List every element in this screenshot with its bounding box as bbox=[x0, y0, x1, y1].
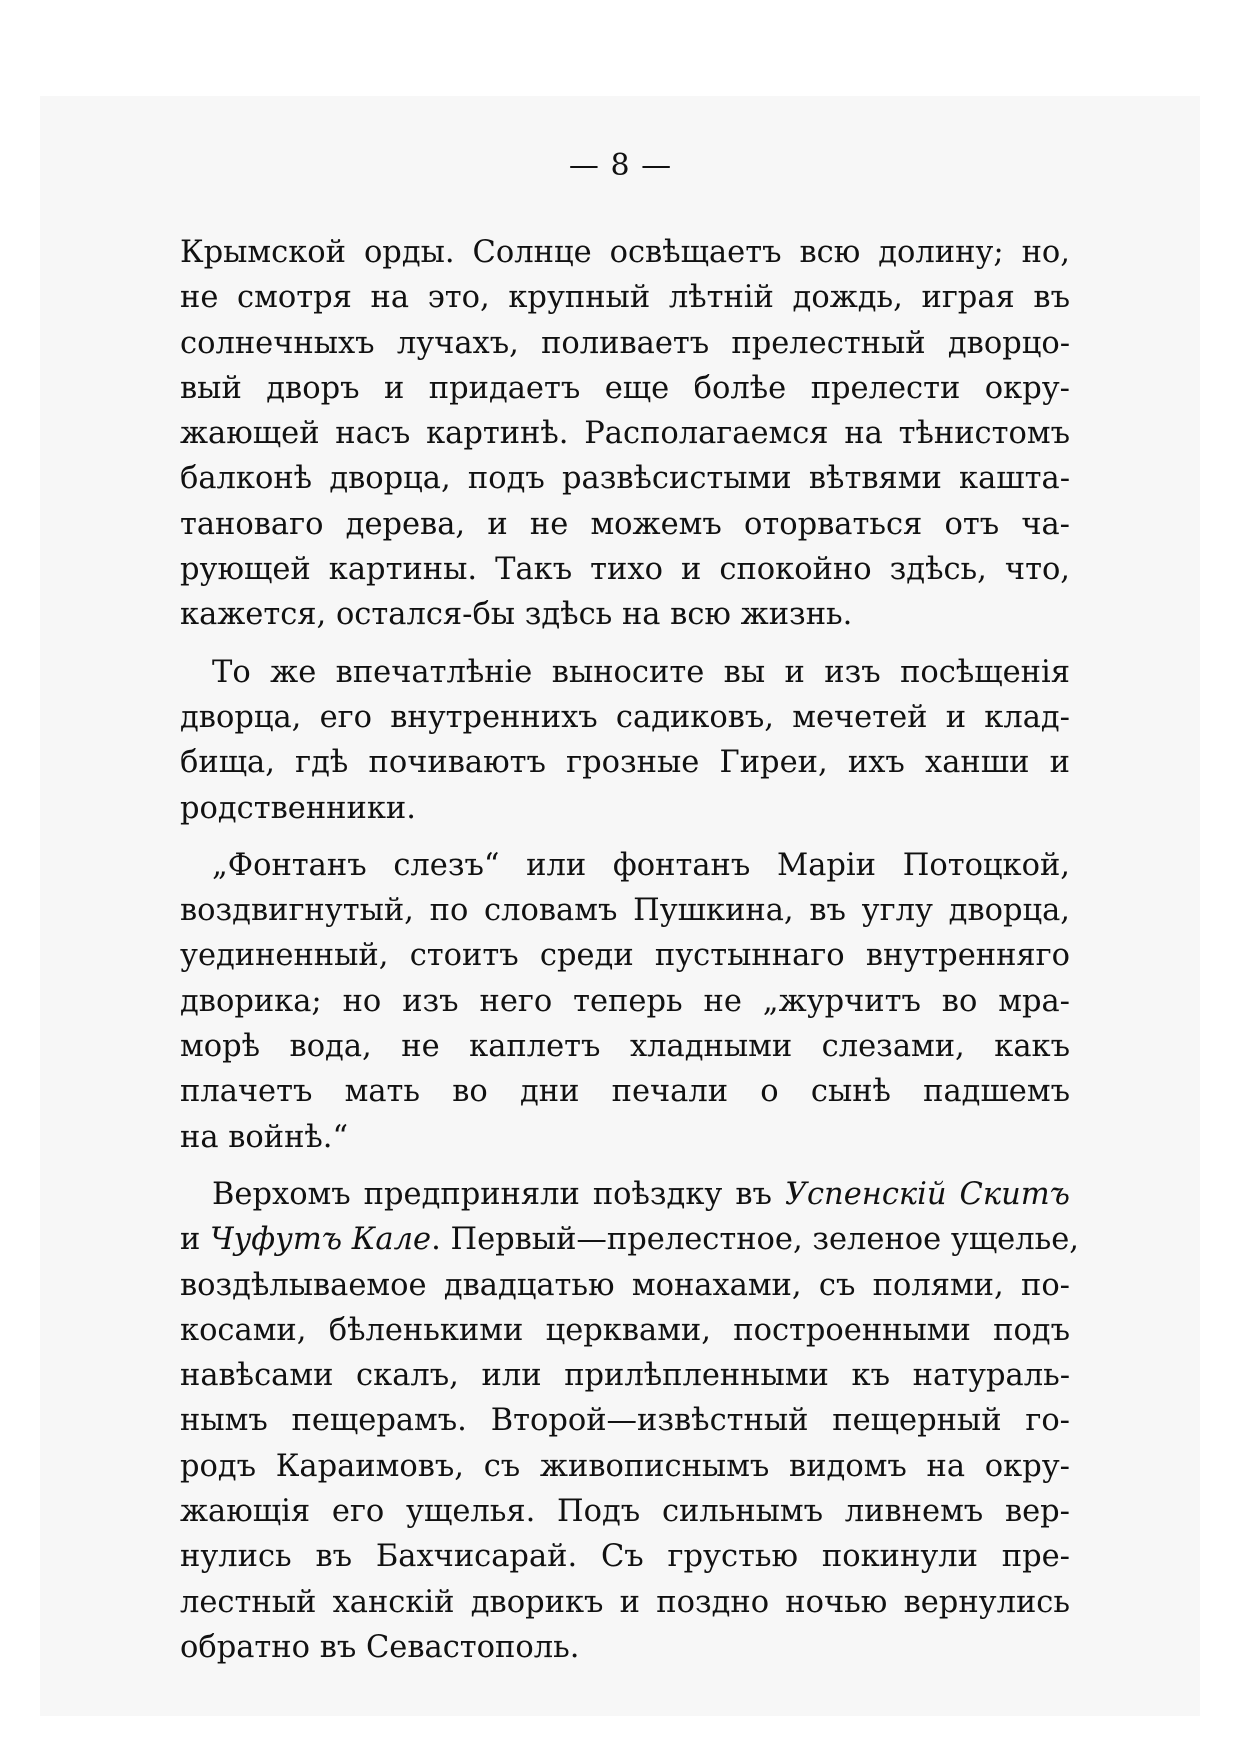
paragraph-4 bbox=[180, 1172, 1079, 1670]
body-text bbox=[180, 230, 1079, 1682]
text-line: воздѣлываемое двадцатью монахами, съ полями, по- bbox=[180, 1267, 1070, 1303]
text-line: То же впечатлѣніе выносите вы и изъ посѣщенія bbox=[212, 654, 1070, 690]
text-line: морѣ вода, не каплетъ хладными слезами, какъ bbox=[180, 1029, 1070, 1065]
text-line: уединенный, стоитъ среди пустыннаго внутренняго bbox=[180, 938, 1070, 974]
text-line: вый дворъ и придаетъ еще болѣе прелести окру- bbox=[180, 370, 1070, 406]
text-line: рующей картины. Такъ тихо и спокойно здѣсь, что, bbox=[180, 552, 1070, 588]
text-line: солнечныхъ лучахъ, поливаетъ прелестный дворцо- bbox=[180, 325, 1070, 361]
page-number: — 8 — bbox=[568, 148, 673, 183]
text-line bbox=[180, 1172, 1070, 1217]
text-line: балконѣ дворца, подъ развѣсистыми вѣтвями кашта- bbox=[180, 461, 1070, 497]
text-line bbox=[180, 1217, 1079, 1262]
text-line: дворика; но изъ него теперь не „журчитъ во мра- bbox=[180, 983, 1070, 1019]
text-line: родственники. bbox=[180, 790, 416, 826]
text-segment: и bbox=[180, 1222, 211, 1258]
text-line: жающей насъ картинѣ. Располагаемся на тѣнистомъ bbox=[180, 416, 1070, 452]
text-line: жающія его ущелья. Подъ сильнымъ ливнемъ вер- bbox=[180, 1494, 1070, 1530]
text-segment: Верхомъ предприняли поѣздку въ bbox=[212, 1176, 785, 1212]
text-line: косами, бѣленькими церквами, построенными подъ bbox=[180, 1312, 1070, 1348]
text-line: кажется, остался-бы здѣсь на всю жизнь. bbox=[180, 597, 853, 633]
text-line: Крымской орды. Солнце освѣщаетъ всю долину; но, bbox=[180, 235, 1070, 270]
text-line: лестный ханскій дворикъ и поздно ночью вернулись bbox=[180, 1584, 1070, 1620]
text-line: навѣсами скалъ, или прилѣпленными къ натураль- bbox=[180, 1358, 1070, 1394]
text-line: дворца, его внутреннихъ садиковъ, мечетей и клад- bbox=[180, 699, 1070, 735]
text-line: не смотря на это, крупный лѣтній дождь, играя въ bbox=[180, 280, 1070, 316]
text-segment: . Первый—прелестное, зеленое ущелье, bbox=[431, 1222, 1079, 1258]
text-line: обратно въ Севастополь. bbox=[180, 1629, 580, 1665]
paragraph-3 bbox=[180, 843, 1070, 1160]
text-line: на войнѣ.“ bbox=[180, 1119, 349, 1155]
text-line: плачетъ мать во дни печали о сынѣ падшемъ bbox=[180, 1074, 1070, 1110]
text-line: нымъ пещерамъ. Второй—извѣстный пещерный го- bbox=[180, 1403, 1070, 1439]
text-line: „Фонтанъ слезъ“ или фонтанъ Маріи Потоцкой, bbox=[212, 847, 1070, 883]
text-line: нулись въ Бахчисарай. Съ грустью покинули пре- bbox=[180, 1539, 1070, 1575]
paragraph-1 bbox=[180, 230, 1070, 638]
text-line: тановаго дерева, и не можемъ оторваться отъ ча- bbox=[180, 506, 1070, 542]
paragraph-2 bbox=[180, 650, 1070, 831]
text-line: родъ Караимовъ, съ живописнымъ видомъ на окру- bbox=[180, 1448, 1070, 1484]
place-name: Успенскій Скитъ bbox=[784, 1176, 1070, 1212]
place-name: Чуфутъ Кале bbox=[210, 1222, 432, 1258]
text-line: воздвигнутый, по словамъ Пушкина, въ углу дворца, bbox=[180, 893, 1070, 929]
text-line: бища, гдѣ почиваютъ грозные Гиреи, ихъ ханши и bbox=[180, 745, 1070, 781]
